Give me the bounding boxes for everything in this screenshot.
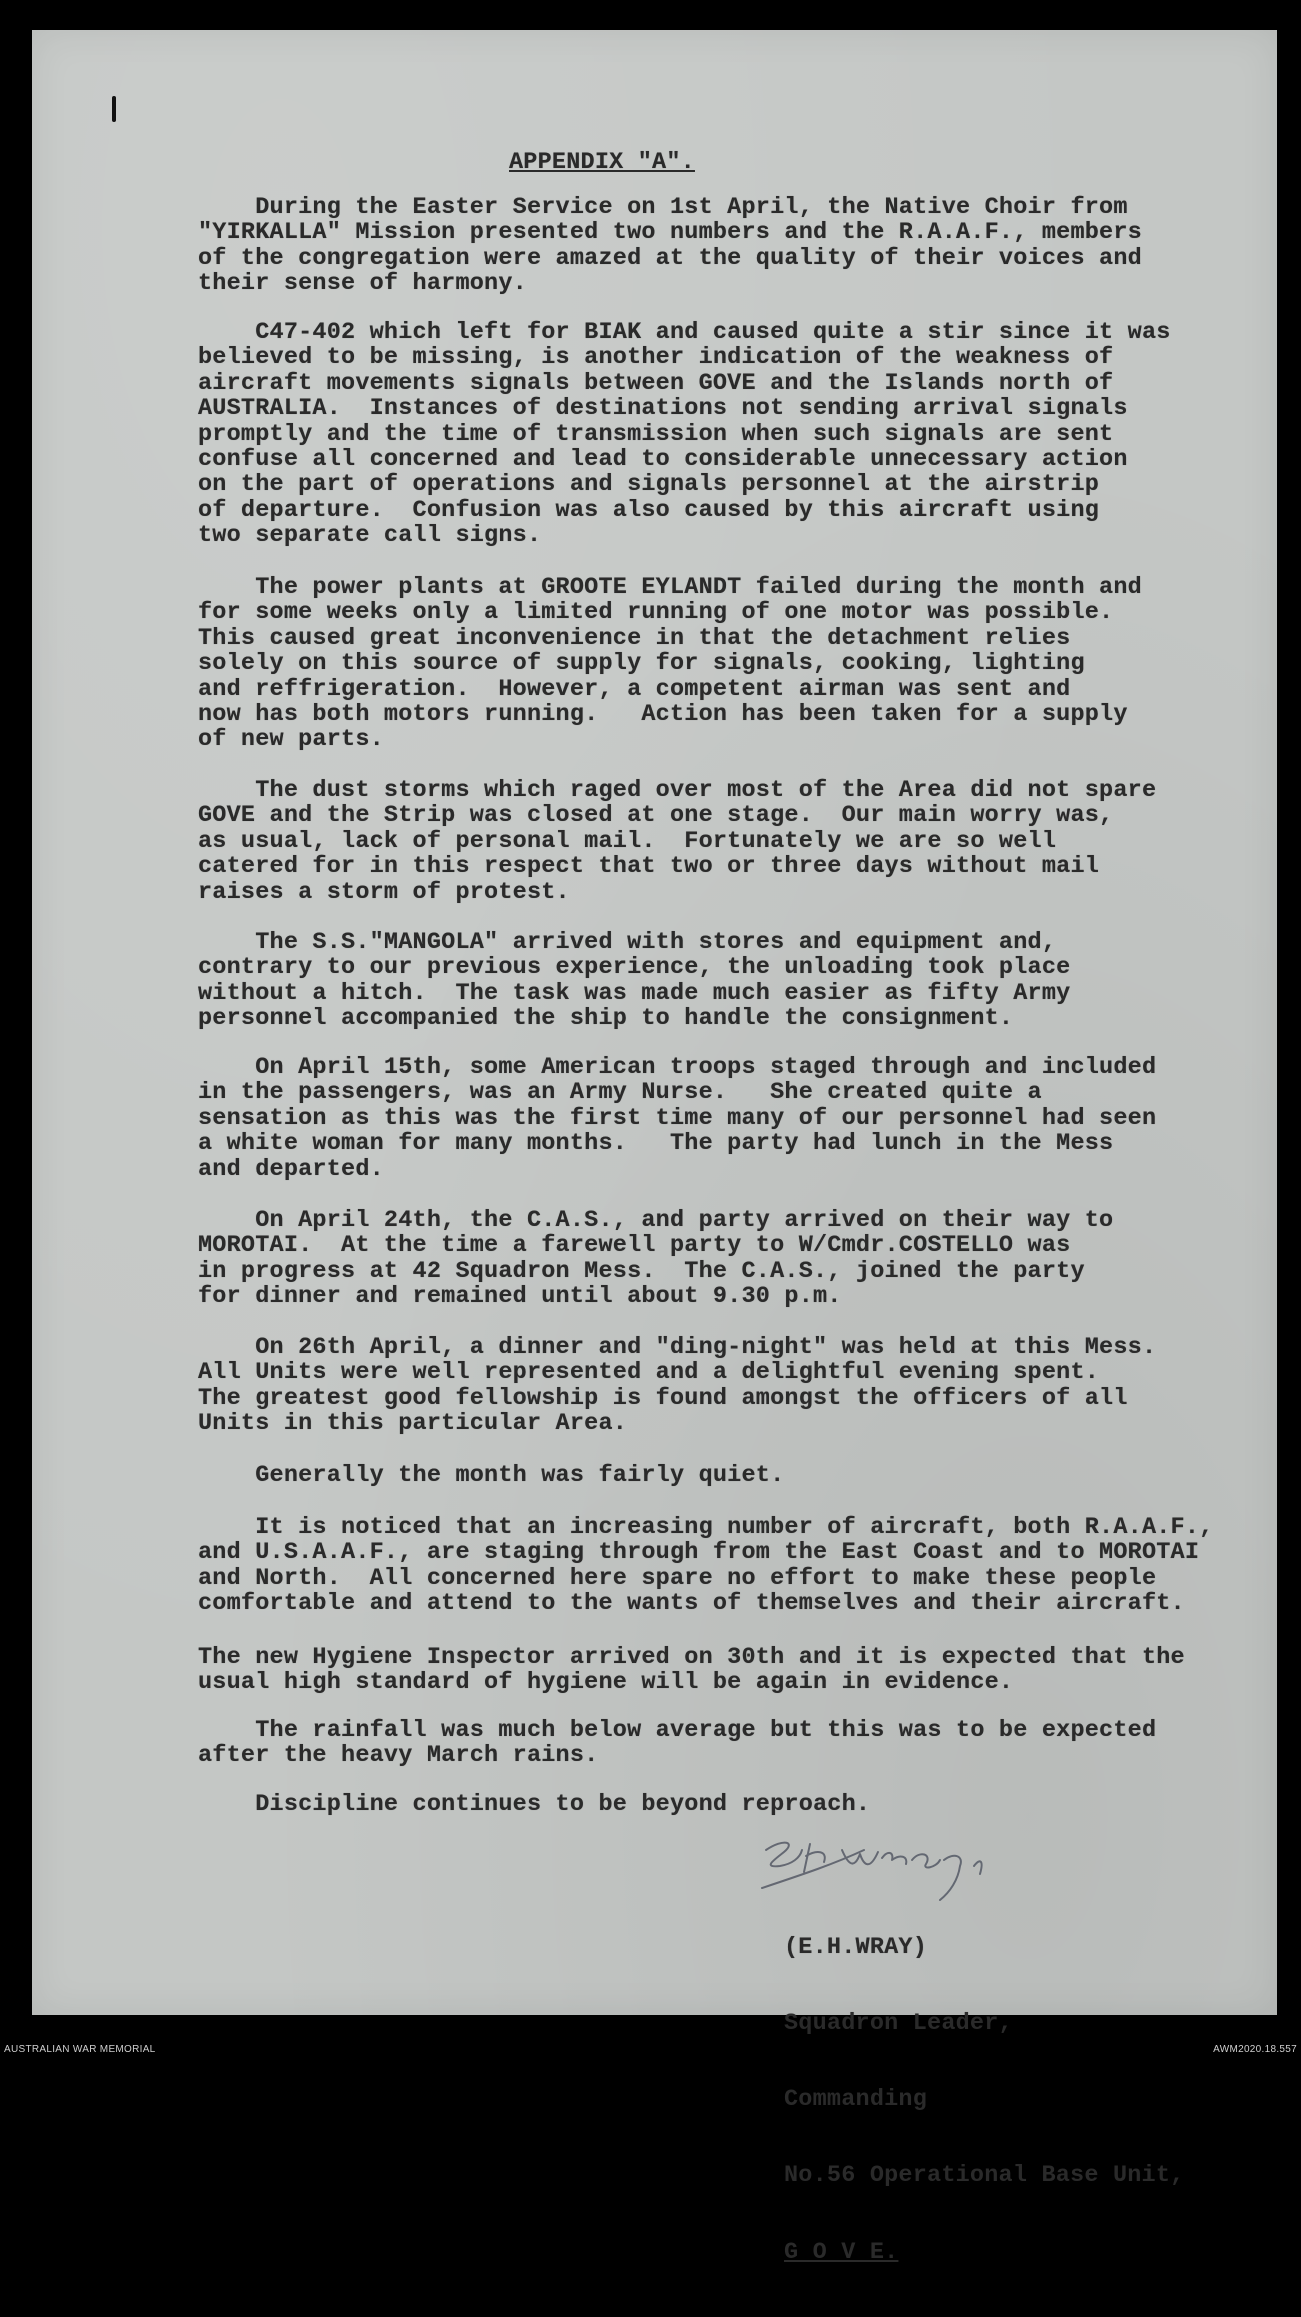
paragraph-hygiene: The new Hygiene Inspector arrived on 30th and it is expected that the usual high standard of hygiene will be again in evidence. xyxy=(198,1644,1185,1697)
signatory-unit: No.56 Operational Base Unit, xyxy=(784,2162,1185,2190)
paragraph-aircraft-staging: It is noticed that an increasing number of aircraft, both R.A.A.F., and U.S.A.A.F., are staging through from the East Coast and to MOROTAI and North. All concerned here spare no effort to make these people comfortable and attend to the wants of themselves and their aircraft. xyxy=(198,1514,1214,1618)
paragraph-discipline: Discipline continues to be beyond reproach. xyxy=(198,1791,871,1818)
signature-block xyxy=(784,1884,1184,2316)
paragraph-easter-service: During the Easter Service on 1st April, the Native Choir from "YIRKALLA" Mission presented two numbers and the R.A.A.F., members of the congregation were amazed at the quality of their voices and their sense of harmony. xyxy=(198,194,1142,298)
signatory-location: G O V E. xyxy=(784,2238,899,2266)
footer-accession-number: AWM2020.18.557 xyxy=(1213,2044,1297,2055)
paragraph-mangola: The S.S."MANGOLA" arrived with stores and equipment and, contrary to our previous experience, the unloading took place without a hitch. The task was made much easier as fifty Army personnel accompanied the ship to handle the consignment. xyxy=(198,929,1071,1033)
paragraph-quiet-month: Generally the month was fairly quiet. xyxy=(198,1462,785,1489)
paragraph-c47-signals: C47-402 which left for BIAK and caused quite a stir since it was believed to be missing, is another indication of the weakness of aircraft movements signals between GOVE and the Islands north of AUSTRALIA. Instances of destinations not sending arrival signals promptly and the time of transmission when such signals are sent confuse all concerned and lead to considerable unnecessary action on the part of operations and signals personnel at the airstrip of departure. Confusion was also caused by this aircraft using two separate call signs. xyxy=(198,319,1171,550)
footer-archive-name: AUSTRALIAN WAR MEMORIAL xyxy=(4,2044,156,2055)
appendix-title: APPENDIX "A". xyxy=(509,149,695,176)
paragraph-power-plants: The power plants at GROOTE EYLANDT failed during the month and for some weeks only a limited running of one motor was possible. This caused great inconvenience in that the detachment relies solely on this source of supply for signals, cooking, lighting and reffrigeration. However, a competent airman was sent and now has both motors running. Action has been taken for a supply of new parts. xyxy=(198,574,1142,754)
punch-mark xyxy=(112,96,116,122)
signatory-name: (E.H.WRAY) xyxy=(784,1933,928,1961)
paragraph-dinner: On 26th April, a dinner and "ding-night" was held at this Mess. All Units were well represented and a delightful evening spent. The greatest good fellowship is found amongst the officers of all Units in this particular Area. xyxy=(198,1334,1157,1438)
signatory-rank: Squadron Leader, xyxy=(784,2010,1013,2038)
signatory-role: Commanding xyxy=(784,2086,928,2114)
paragraph-dust-storms: The dust storms which raged over most of the Area did not spare GOVE and the Strip was closed at one stage. Our main worry was, as usual, lack of personal mail. Fortunately we are so well catered for in this respect that two or three days without mail raises a storm of protest. xyxy=(198,777,1157,906)
paragraph-cas-visit: On April 24th, the C.A.S., and party arrived on their way to MOROTAI. At the time a farewell party to W/Cmdr.COSTELLO was in progress at 42 Squadron Mess. The C.A.S., joined the party for dinner and remained until about 9.30 p.m. xyxy=(198,1207,1114,1311)
paragraph-american-troops: On April 15th, some American troops staged through and included in the passengers, was an Army Nurse. She created quite a sensation as this was the first time many of our personnel had seen a white woman for many months. The party had lunch in the Mess and departed. xyxy=(198,1054,1157,1183)
paragraph-rainfall: The rainfall was much below average but this was to be expected after the heavy March rains. xyxy=(198,1717,1157,1770)
